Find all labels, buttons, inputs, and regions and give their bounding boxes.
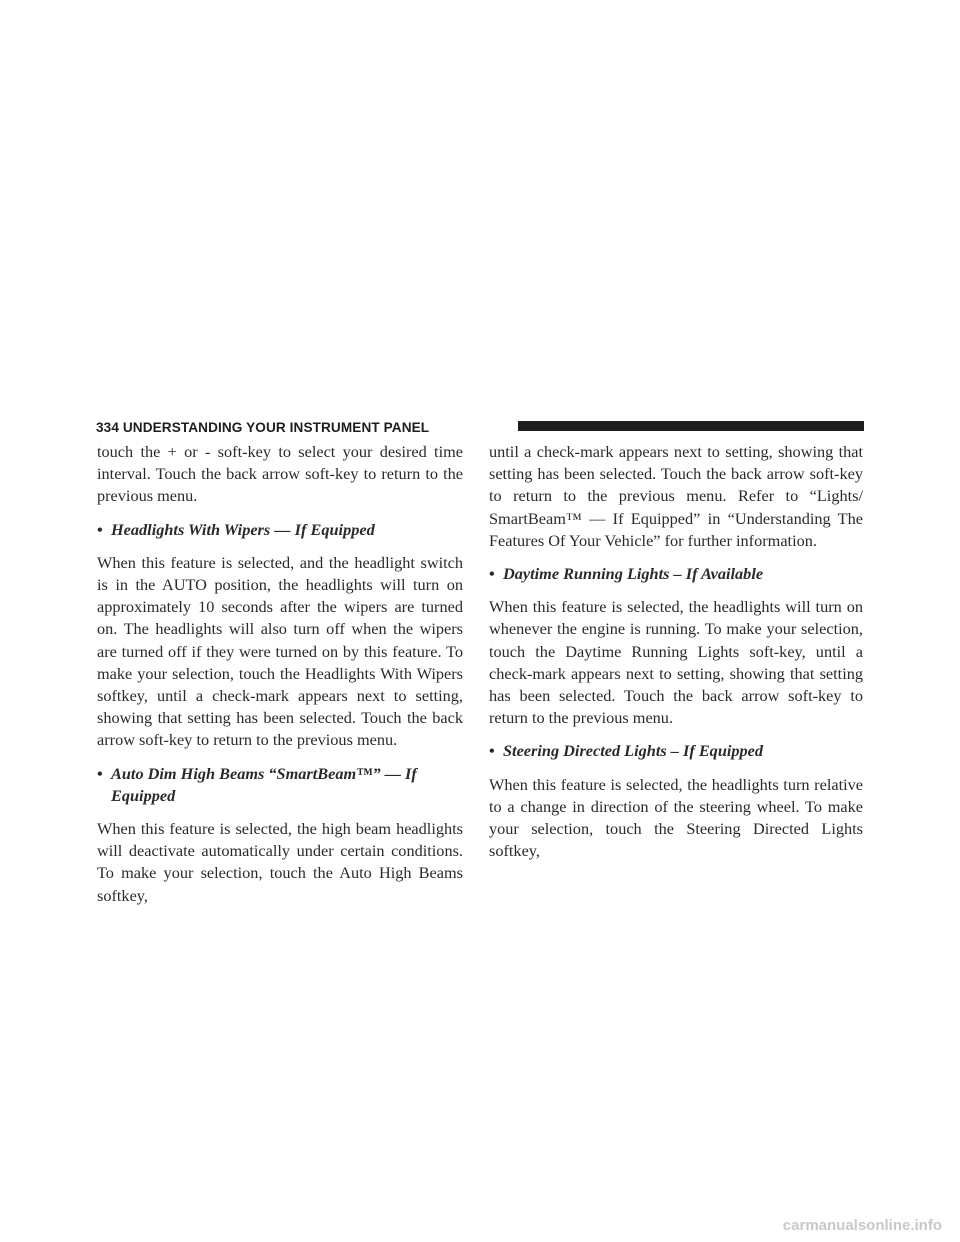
paragraph: When this feature is selected, the headlights will turn on whenever the engine is running. To make your selection, touch the Daytime Running Lights soft-key, until a check-mark appears next to setting, showing that setting has been selected. Touch the back arrow soft-key to return to the previous menu. (489, 597, 863, 728)
paragraph: When this feature is selected, the high beam headlights will deactivate automatically under certain conditions. To make your selection, touch the Auto High Beams softkey, (97, 819, 463, 905)
watermark: carmanualsonline.info (782, 1217, 942, 1234)
bullet-heading-text: Auto Dim High Beams “SmartBeam™” — If Equipped (111, 763, 417, 805)
bullet-icon: • (489, 564, 495, 584)
bullet-heading-headlights-with-wipers (97, 519, 463, 541)
header-rule (518, 421, 864, 431)
right-column (489, 441, 863, 873)
page-header (96, 418, 864, 440)
bullet-heading-steering-directed-lights (489, 740, 863, 762)
left-column (97, 441, 463, 918)
paragraph: When this feature is selected, and the headlight switch is in the AUTO position, the headlights will turn on approximately 10 seconds after the wipers are turned on. The headlights will also turn off when the wipers are turned off if they were turned on by this feature. To make your selection, touch the Headlights With Wipers softkey, until a check-mark appears next to setting, showing that setting has been selected. Touch the back arrow soft-key to return to the previous menu. (97, 552, 463, 750)
bullet-heading-daytime-running-lights (489, 563, 863, 585)
paragraph: touch the + or - soft-key to select your desired time interval. Touch the back arrow soft-key to return to the previous menu. (97, 442, 463, 506)
bullet-icon: • (97, 519, 103, 539)
page-header-label: 334 UNDERSTANDING YOUR INSTRUMENT PANEL (96, 420, 430, 435)
bullet-heading-text: Steering Directed Lights – If Equipped (503, 741, 764, 761)
paragraph: until a check-mark appears next to setting, showing that setting has been selected. Touch the back arrow soft-key to return to the previous menu. Refer to “Lights/ SmartBeam™ — If Equipped” in “Understanding The Features Of Your Vehicle” for further information. (489, 442, 863, 550)
bullet-icon: • (489, 741, 495, 761)
bullet-heading-auto-dim-high-beams (97, 763, 463, 807)
paragraph: When this feature is selected, the headlights turn relative to a change in direction of the steering wheel. To make your selection, touch the Steering Directed Lights softkey, (489, 774, 863, 861)
bullet-heading-text: Daytime Running Lights – If Available (503, 564, 764, 584)
bullet-icon: • (97, 763, 103, 783)
bullet-heading-text: Headlights With Wipers — If Equipped (111, 519, 375, 539)
